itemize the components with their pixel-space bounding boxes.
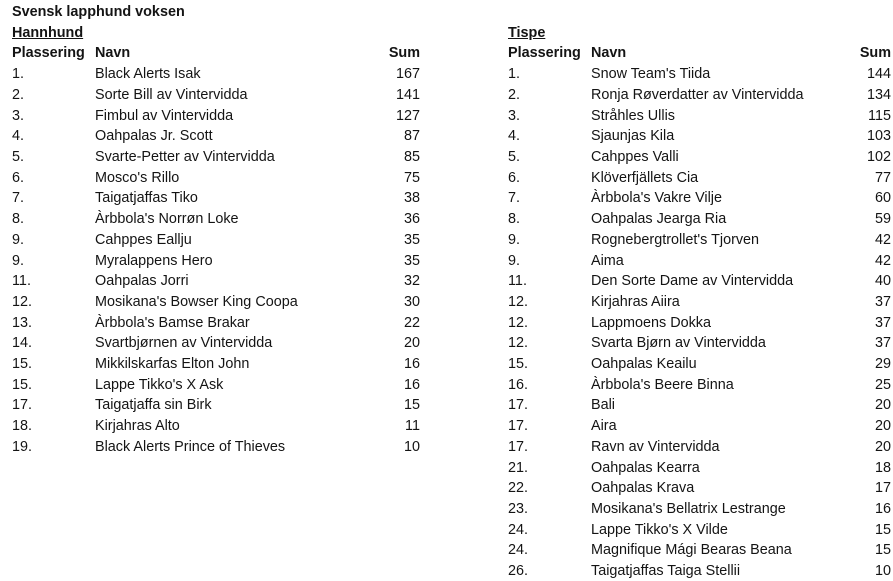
rank-cell: 15. xyxy=(12,356,33,373)
rank-cell: 7. xyxy=(12,190,25,207)
table-row xyxy=(12,251,420,272)
sum-cell: 102 xyxy=(866,149,891,165)
rank-cell: 19. xyxy=(12,438,33,455)
section-heading-tispe: Tispe xyxy=(508,24,546,41)
table-row xyxy=(508,251,891,272)
sum-cell: 87 xyxy=(403,128,420,145)
table-row xyxy=(508,85,891,106)
sum-cell: 134 xyxy=(866,86,891,103)
table-row xyxy=(508,230,891,251)
sum-cell: 25 xyxy=(874,376,891,393)
sum-cell: 37 xyxy=(874,293,891,310)
rank-cell: 6. xyxy=(508,169,521,186)
table-row xyxy=(12,292,420,313)
column-header-plassering: Plassering xyxy=(508,45,581,62)
table-row xyxy=(508,416,891,437)
column-header-navn: Navn xyxy=(95,45,131,62)
rank-cell: 22. xyxy=(508,480,529,497)
table-row xyxy=(508,64,891,85)
table-header-row xyxy=(508,43,891,64)
sum-cell: 75 xyxy=(403,169,420,186)
name-cell: Taigatjaffas Taiga Stellii xyxy=(591,563,741,580)
table-row xyxy=(12,147,420,168)
sum-cell: 36 xyxy=(403,211,420,228)
rank-cell: 12. xyxy=(508,335,529,352)
table-row xyxy=(508,168,891,189)
name-cell: Den Sorte Dame av Vintervidda xyxy=(591,273,794,290)
table-row xyxy=(12,230,420,251)
name-cell: Mosikana's Bowser King Coopa xyxy=(95,293,298,310)
name-cell: Cahppes Valli xyxy=(591,149,679,165)
sum-cell: 22 xyxy=(403,314,420,331)
table-row xyxy=(508,188,891,209)
column-header-sum: Sum xyxy=(859,45,891,62)
rank-cell: 13. xyxy=(12,314,33,331)
sum-cell: 85 xyxy=(403,149,420,165)
table-row xyxy=(508,126,891,147)
rank-cell: 18. xyxy=(12,418,33,435)
table-row xyxy=(508,520,891,541)
sum-cell: 17 xyxy=(874,480,891,497)
rank-cell: 17. xyxy=(12,397,33,414)
table-row xyxy=(508,271,891,292)
table-row xyxy=(12,333,420,354)
table-header-row xyxy=(12,43,420,64)
sum-cell: 40 xyxy=(874,273,891,290)
tispe-table-body xyxy=(508,64,891,581)
rank-cell: 26. xyxy=(508,563,529,580)
sum-cell: 15 xyxy=(874,521,891,538)
name-cell: Àrbbola's Vakre Vilje xyxy=(591,190,722,207)
sum-cell: 42 xyxy=(874,231,891,248)
rank-cell: 8. xyxy=(12,211,25,228)
table-row xyxy=(12,416,420,437)
rank-cell: 12. xyxy=(508,314,529,331)
column-header-sum: Sum xyxy=(388,45,420,62)
rank-cell: 16. xyxy=(508,376,529,393)
name-cell: Svarta Bjørn av Vintervidda xyxy=(591,335,766,352)
name-cell: Àrbbola's Norrøn Loke xyxy=(95,211,239,228)
name-cell: Taigatjaffa sin Birk xyxy=(95,397,212,414)
section-hannhund xyxy=(12,23,420,458)
sum-cell: 18 xyxy=(874,459,891,476)
rank-cell: 2. xyxy=(508,86,521,103)
name-cell: Sorte Bill av Vintervidda xyxy=(95,86,248,103)
sum-cell: 37 xyxy=(874,335,891,352)
rank-cell: 9. xyxy=(508,252,521,269)
rank-cell: 9. xyxy=(12,252,25,269)
table-row xyxy=(508,561,891,581)
rank-cell: 14. xyxy=(12,335,33,352)
rank-cell: 24. xyxy=(508,542,529,559)
column-header-plassering: Plassering xyxy=(12,45,85,62)
name-cell: Cahppes Eallju xyxy=(95,231,192,248)
hannhund-table-body xyxy=(12,64,420,457)
table-row xyxy=(12,395,420,416)
rank-cell: 5. xyxy=(508,149,521,165)
rank-cell: 17. xyxy=(508,438,529,455)
sum-cell: 35 xyxy=(403,252,420,269)
sum-cell: 20 xyxy=(874,418,891,435)
sum-cell: 42 xyxy=(874,252,891,269)
name-cell: Rognebergtrollet's Tjorven xyxy=(591,231,760,248)
name-cell: Mosco's Rillo xyxy=(95,169,180,186)
sum-cell: 10 xyxy=(874,563,891,580)
rank-cell: 4. xyxy=(12,128,25,145)
table-row xyxy=(12,271,420,292)
sum-cell: 10 xyxy=(403,438,420,455)
name-cell: Lappe Tikko's X Ask xyxy=(95,376,224,393)
name-cell: Àrbbola's Bamse Brakar xyxy=(95,314,250,331)
rank-cell: 24. xyxy=(508,521,529,538)
document-title: Svensk lapphund voksen xyxy=(12,4,185,20)
sum-cell: 20 xyxy=(874,438,891,455)
table-row xyxy=(12,106,420,127)
sum-cell: 141 xyxy=(395,86,420,103)
rank-cell: 2. xyxy=(12,86,25,103)
name-cell: Myralappens Hero xyxy=(95,252,213,269)
sum-cell: 32 xyxy=(403,273,420,290)
sum-cell: 77 xyxy=(874,169,891,186)
rank-cell: 9. xyxy=(508,231,521,248)
name-cell: Oahpalas Jr. Scott xyxy=(95,128,213,145)
rank-cell: 11. xyxy=(12,273,31,290)
table-row xyxy=(508,354,891,375)
sum-cell: 30 xyxy=(403,293,420,310)
name-cell: Snow Team's Tiida xyxy=(591,66,711,83)
name-cell: Svartbjørnen av Vintervidda xyxy=(95,335,273,352)
tispe-table xyxy=(508,43,891,581)
name-cell: Taigatjaffas Tiko xyxy=(95,190,198,207)
table-row xyxy=(12,437,420,458)
name-cell: Oahpalas Jorri xyxy=(95,273,189,290)
name-cell: Oahpalas Keailu xyxy=(591,356,697,373)
table-row xyxy=(508,147,891,168)
table-row xyxy=(508,375,891,396)
name-cell: Bali xyxy=(591,397,615,414)
sum-cell: 127 xyxy=(395,107,420,124)
sum-cell: 35 xyxy=(403,231,420,248)
sum-cell: 15 xyxy=(403,397,420,414)
name-cell: Mosikana's Bellatrix Lestrange xyxy=(591,500,786,517)
table-row xyxy=(12,85,420,106)
rank-cell: 5. xyxy=(12,149,25,165)
table-row xyxy=(508,333,891,354)
table-row xyxy=(12,126,420,147)
name-cell: Mikkilskarfas Elton John xyxy=(95,356,250,373)
rank-cell: 23. xyxy=(508,500,529,517)
sum-cell: 16 xyxy=(874,500,891,517)
sum-cell: 60 xyxy=(874,190,891,207)
column-header-navn: Navn xyxy=(591,45,627,62)
table-row xyxy=(12,375,420,396)
name-cell: Aira xyxy=(591,418,617,435)
table-row xyxy=(12,313,420,334)
name-cell: Fimbul av Vintervidda xyxy=(95,107,234,124)
sum-cell: 37 xyxy=(874,314,891,331)
table-row xyxy=(12,168,420,189)
sum-cell: 20 xyxy=(874,397,891,414)
table-row xyxy=(508,499,891,520)
table-row xyxy=(508,209,891,230)
name-cell: Ravn av Vintervidda xyxy=(591,438,720,455)
name-cell: Oahpalas Krava xyxy=(591,480,695,497)
hannhund-table xyxy=(12,43,420,457)
name-cell: Kirjahras Aiira xyxy=(591,293,680,310)
table-row xyxy=(508,478,891,499)
table-row xyxy=(508,313,891,334)
name-cell: Kirjahras Alto xyxy=(95,418,180,435)
name-cell: Black Alerts Isak xyxy=(95,66,201,83)
table-row xyxy=(508,458,891,479)
name-cell: Oahpalas Jearga Ria xyxy=(591,211,727,228)
rank-cell: 3. xyxy=(12,107,25,124)
rank-cell: 11. xyxy=(508,273,527,290)
rank-cell: 12. xyxy=(508,293,529,310)
rank-cell: 7. xyxy=(508,190,521,207)
name-cell: Svarte-Petter av Vintervidda xyxy=(95,149,275,165)
sum-cell: 20 xyxy=(403,335,420,352)
name-cell: Black Alerts Prince of Thieves xyxy=(95,438,286,455)
sum-cell: 16 xyxy=(403,356,420,373)
rank-cell: 8. xyxy=(508,211,521,228)
rank-cell: 3. xyxy=(508,107,521,124)
rank-cell: 1. xyxy=(508,66,521,83)
rank-cell: 15. xyxy=(12,376,33,393)
sum-cell: 144 xyxy=(866,66,891,83)
rank-cell: 15. xyxy=(508,356,529,373)
rank-cell: 21. xyxy=(508,459,529,476)
table-row xyxy=(12,354,420,375)
sum-cell: 59 xyxy=(874,211,891,228)
sum-cell: 115 xyxy=(868,107,891,124)
name-cell: Oahpalas Kearra xyxy=(591,459,700,476)
name-cell: Stråhles Ullis xyxy=(591,107,675,124)
sum-cell: 16 xyxy=(403,376,420,393)
name-cell: Klöverfjällets Cia xyxy=(591,169,699,186)
rank-cell: 17. xyxy=(508,418,529,435)
rank-cell: 4. xyxy=(508,128,521,145)
name-cell: Ronja Røverdatter av Vintervidda xyxy=(591,86,804,103)
name-cell: Sjaunjas Kila xyxy=(591,128,675,145)
name-cell: Lappmoens Dokka xyxy=(591,314,711,331)
sum-cell: 38 xyxy=(403,190,420,207)
table-row xyxy=(12,188,420,209)
rank-cell: 12. xyxy=(12,293,33,310)
name-cell: Àrbbola's Beere Binna xyxy=(591,376,734,393)
sum-cell: 103 xyxy=(866,128,891,145)
sum-cell: 11 xyxy=(405,418,420,435)
rank-cell: 9. xyxy=(12,231,25,248)
rank-cell: 6. xyxy=(12,169,25,186)
rank-cell: 1. xyxy=(12,66,25,83)
table-row xyxy=(12,209,420,230)
table-row xyxy=(12,64,420,85)
section-tispe xyxy=(508,23,891,581)
section-heading-hannhund: Hannhund xyxy=(12,24,84,41)
table-row xyxy=(508,540,891,561)
sum-cell: 15 xyxy=(874,542,891,559)
table-row xyxy=(508,395,891,416)
table-row xyxy=(508,106,891,127)
name-cell: Aima xyxy=(591,252,624,269)
name-cell: Magnifique Mági Bearas Beana xyxy=(591,542,792,559)
sum-cell: 29 xyxy=(874,356,891,373)
table-row xyxy=(508,437,891,458)
table-row xyxy=(508,292,891,313)
name-cell: Lappe Tikko's X Vilde xyxy=(591,521,728,538)
rank-cell: 17. xyxy=(508,397,529,414)
sum-cell: 167 xyxy=(395,66,420,83)
